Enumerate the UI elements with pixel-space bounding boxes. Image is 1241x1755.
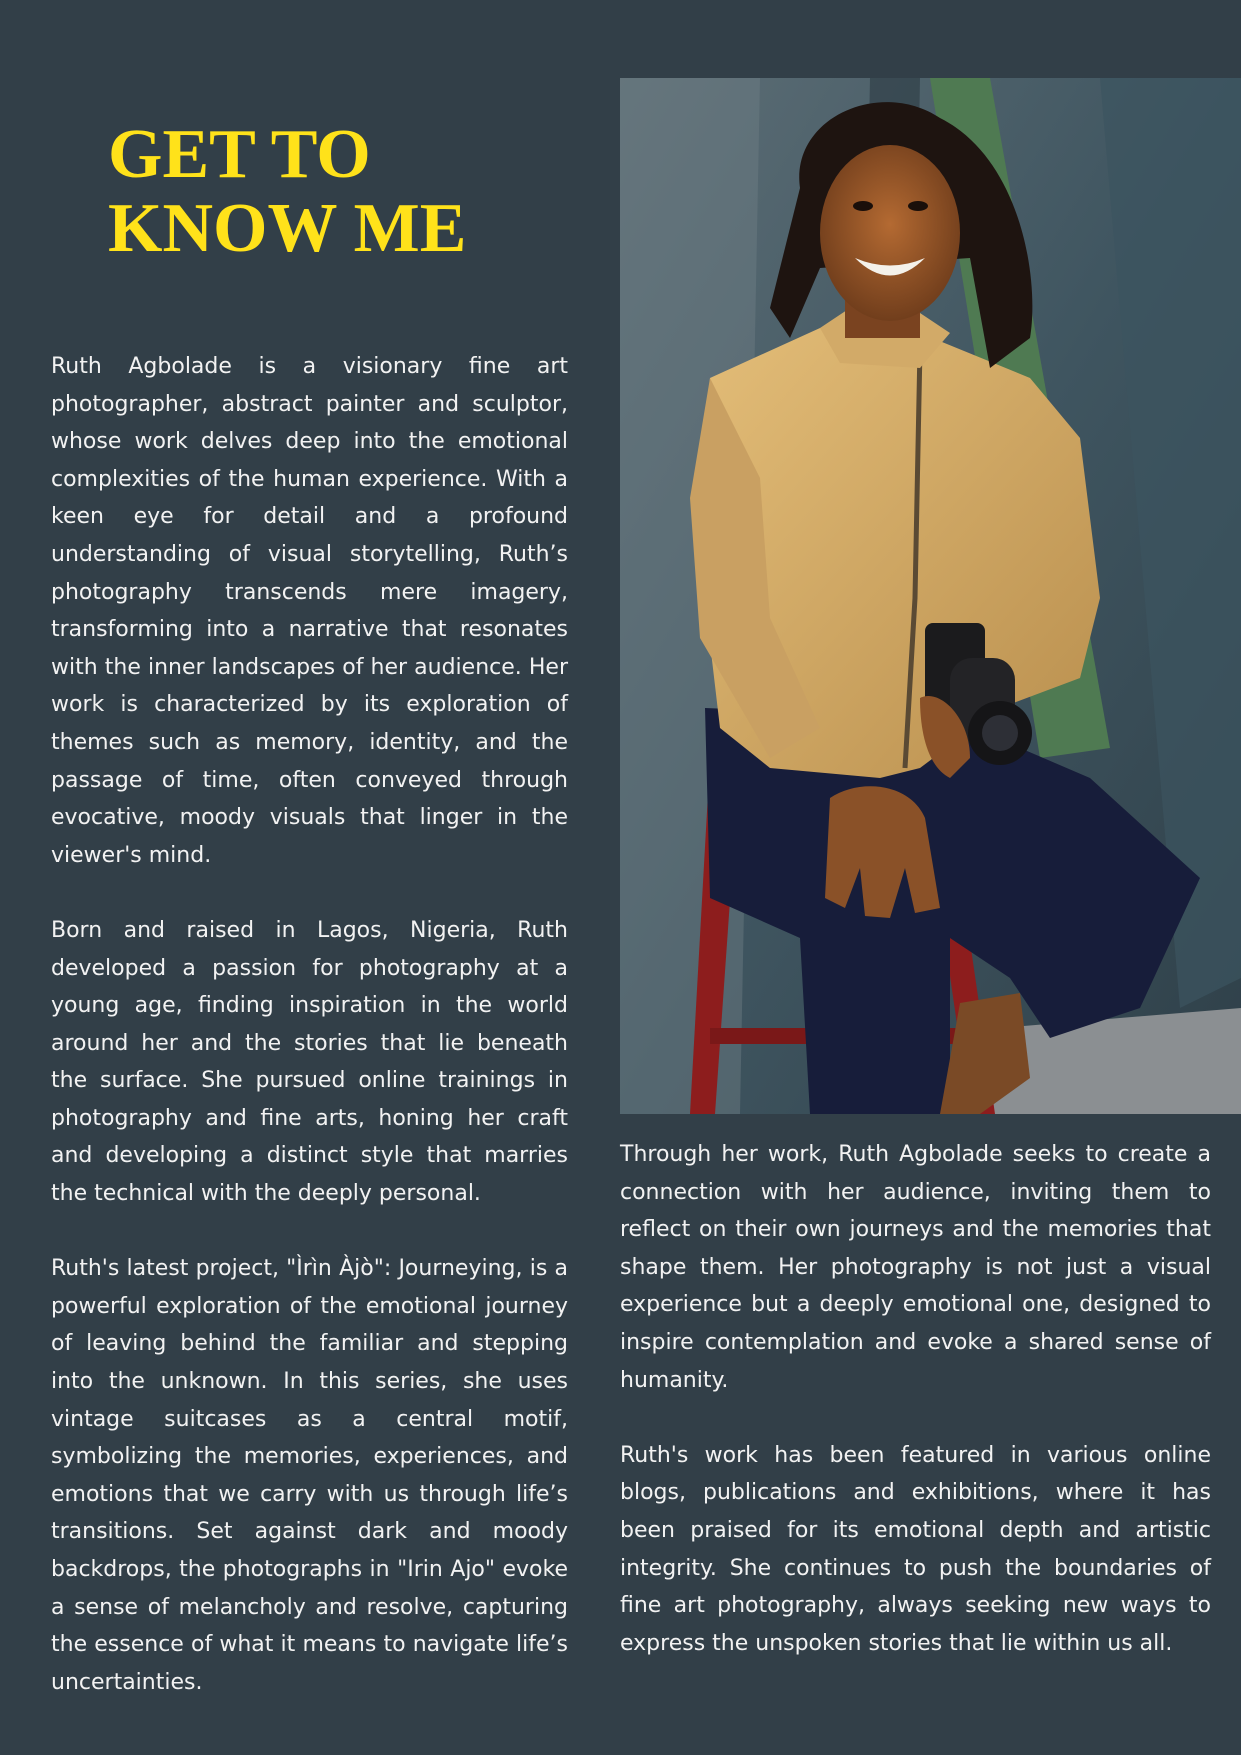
page-title <box>108 118 466 266</box>
title-line-1: GET TO <box>108 116 371 193</box>
bio-paragraph-3: Ruth's latest project, "Ìrìn Àjò": Journeying, is a powerful exploration of the emotional journey of leaving behind the familiar and stepping into the unknown. In this series, she uses vintage suitcases as a central motif, symbolizing the memories, experiences, and emotions that we carry with us through life’s transitions. Set against dark and moody backdrops, the photographs in "Irin Ajo" evoke a sense of melancholy and resolve, capturing the essence of what it means to navigate life’s uncertainties. <box>51 1256 568 1695</box>
left-text-column <box>51 348 568 1701</box>
right-text-column <box>620 1136 1211 1662</box>
portrait-photo <box>620 78 1241 1114</box>
bio-paragraph-4: Through her work, Ruth Agbolade seeks to create a connection with her audience, inviting them to reflect on their own journeys and the memories that shape them. Her photography is not just a visual experience but a deeply emotional one, designed to inspire contemplation and evoke a shared sense of humanity. <box>620 1142 1211 1393</box>
title-line-2: KNOW ME <box>108 190 467 267</box>
bio-paragraph-1: Ruth Agbolade is a visionary fine art photographer, abstract painter and sculptor, whose work delves deep into the emotional complexities of the human experience. With a keen eye for detail and a profound understanding of visual storytelling, Ruth’s photography transcends mere imagery, transforming into a narrative that resonates with the inner landscapes of her audience. Her work is characterized by its exploration of themes such as memory, identity, and the passage of time, often conveyed through evocative, moody visuals that linger in the viewer's mind. <box>51 354 568 868</box>
bio-paragraph-2: Born and raised in Lagos, Nigeria, Ruth developed a passion for photography at a young age, finding inspiration in the world around her and the stories that lie beneath the surface. She pursued online trainings in photography and fine arts, honing her craft and developing a distinct style that marries the technical with the deeply personal. <box>51 917 568 1207</box>
bio-paragraph-5: Ruth's work has been featured in various online blogs, publications and exhibitions, where it has been praised for its emotional depth and artistic integrity. She continues to push the boundaries of fine art photography, always seeking new ways to express the unspoken stories that lie within us all. <box>620 1442 1211 1656</box>
